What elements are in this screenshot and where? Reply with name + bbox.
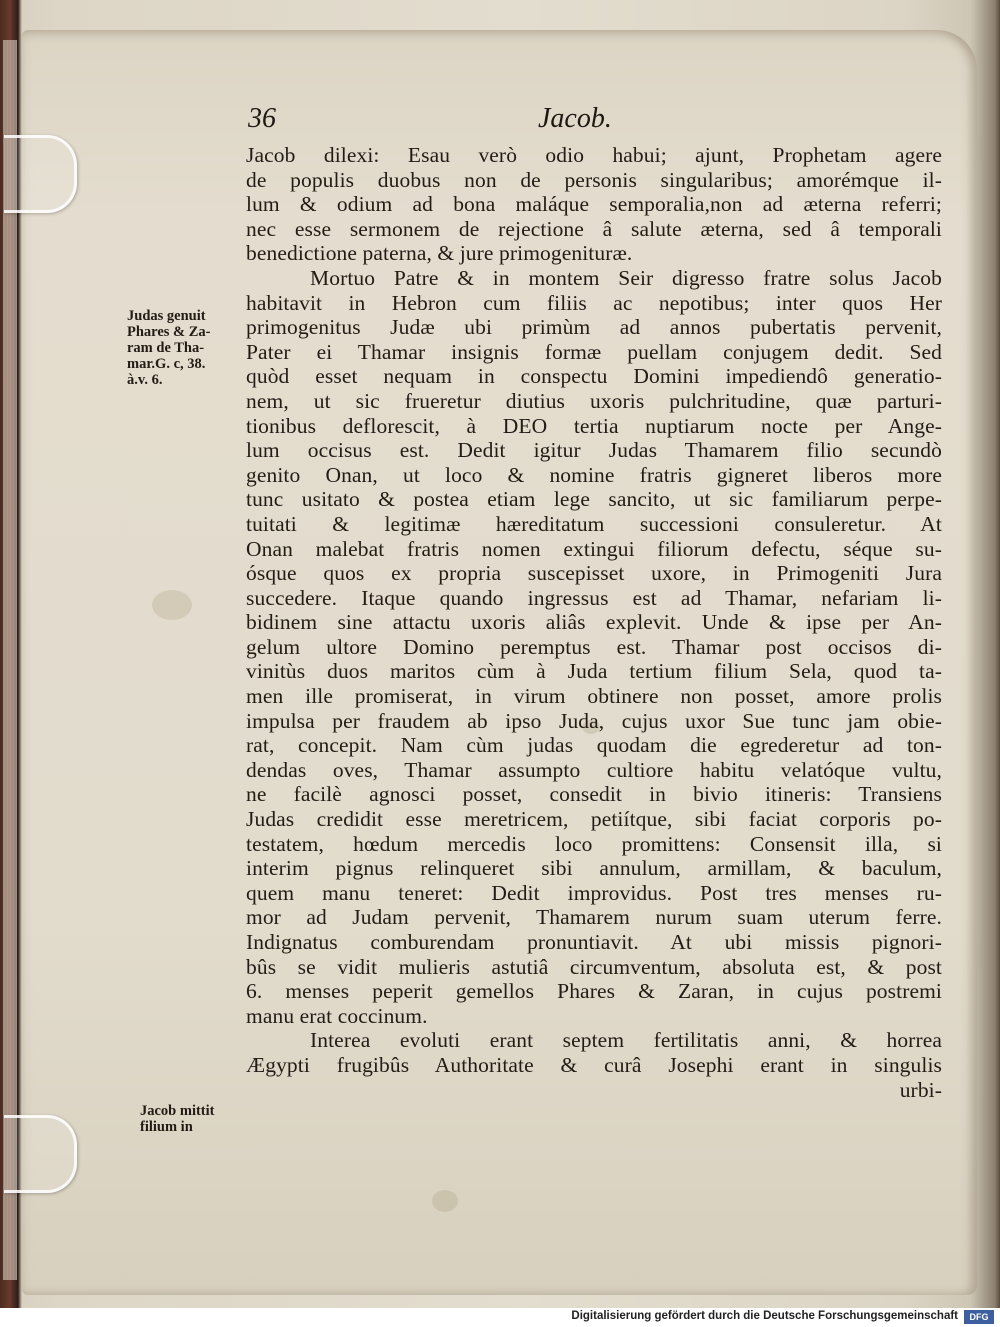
- text-line: men ille promiserat, in virum obtinere non posset, amore prolis: [246, 684, 942, 709]
- text-line: mor ad Judam pervenit, Thamarem nurum suam uterum ferre.: [246, 905, 942, 930]
- running-head: [248, 103, 948, 143]
- text-line: gelum ultore Domino peremptus est. Thamar post occisos di-: [246, 634, 942, 659]
- page-title: Jacob.: [538, 103, 612, 134]
- dfg-logo: DFG: [964, 1310, 994, 1324]
- text-line: lum occisus est. Dedit igitur Judas Thamarem filio secundò: [246, 438, 942, 463]
- text-line: primogenitus Judæ ubi primùm ad annos pubertatis pervenit,: [246, 315, 942, 340]
- paper-stain: [432, 1190, 458, 1212]
- text-line: nec esse sermonem de rejectione â salute æterna, sed â temporali: [246, 216, 942, 241]
- text-line: benedictione paterna, & jure primogenituræ.: [246, 241, 633, 266]
- footer-bar: [0, 1308, 1000, 1327]
- text-line: quòd esset nequam in conspectu Domini impediendô generatio-: [246, 364, 942, 389]
- text-line: dendas oves, Thamar assumpto cultiore habitu velatóque vultu,: [246, 757, 942, 782]
- text-line: Indignatus comburendam pronuntiavit. At ubi missis pignori-: [246, 930, 942, 954]
- text-line: Pater ei Thamar insignis formæ puellam conjugem dedit. Sed: [246, 339, 942, 364]
- text-line: Interea evoluti erant septem fertilitatis anni, & horrea: [310, 1028, 942, 1053]
- text-line: bûs se vidit mulieris astutiâ circumventum, absoluta est, & post: [246, 954, 942, 979]
- text-line: Ægypti frugibûs Authoritate & curâ Josephi erant in singulis: [246, 1052, 942, 1077]
- page-number: 36: [248, 103, 276, 134]
- text-line: nem, ut sic frueretur diutius uxoris pulchritudine, quæ parturi-: [246, 388, 942, 413]
- text-line: Judas credidit esse meretricem, petiítque, sibi faciat corporis po-: [246, 807, 942, 832]
- text-line: rat, concepit. Nam cùm judas quodam die egrederetur ad ton-: [246, 733, 942, 758]
- catchword: urbi-: [899, 1077, 942, 1102]
- text-line: Onan malebat fratris nomen extingui filiorum defectu, séque su-: [246, 536, 942, 561]
- paper-clip-bottom: [4, 1115, 77, 1193]
- text-line: tunc usitato & postea etiam lege sancito, ut sic familiarum perpe-: [246, 487, 942, 512]
- text-line: tionibus deflorescit, à DEO tertia nuptiarum nocte per Ange-: [246, 413, 942, 438]
- text-line: interim pignus relinqueret sibi annulum, armillam, & baculum,: [246, 856, 942, 881]
- paper-clip-top: [4, 135, 77, 213]
- text-line: ne facilè agnosci posset, consedit in bivio itineris: Transiens: [246, 782, 942, 807]
- text-line: 6. menses peperit gemellos Phares & Zaran, in cujus postremi: [246, 979, 942, 1004]
- text-line: Mortuo Patre & in montem Seir digresso fratre solus Jacob: [310, 265, 942, 290]
- text-line: genito Onan, ut loco & nomine fratris gigneret liberos more: [246, 462, 942, 487]
- text-line: tuitati & legitimæ hæreditatum successioni consuleretur. At: [246, 511, 942, 536]
- text-line: lum & odium ad bona maláque semporalia,non ad æterna referri;: [246, 192, 942, 217]
- page-edges: [3, 40, 17, 1280]
- text-line: Jacob dilexi: Esau verò odio habui; ajunt, Prophetam agere: [246, 143, 942, 167]
- text-line: quem manu teneret: Dedit improvidus. Post tres menses ru-: [246, 880, 942, 905]
- text-line: habitavit in Hebron cum filiis ac nepotibus; inter quos Her: [246, 290, 942, 315]
- paper-stain: [152, 590, 192, 620]
- text-line: vinitùs duos maritos cùm à Juda tertium filium Sela, quod ta-: [246, 659, 942, 684]
- text-line: ósque quos ex propria suscepisset uxore, in Primogeniti Jura: [246, 561, 942, 586]
- funding-credit: Digitalisierung gefördert durch die Deutsche Forschungsgemeinschaft: [571, 1310, 958, 1322]
- body-text: [246, 143, 942, 1102]
- marginal-note: Jacob mittit filium in: [140, 1103, 215, 1135]
- text-line: succedere. Itaque quando ingressus est ad Thamar, nefariam li-: [246, 585, 942, 610]
- text-line: bidinem sine attactu uxoris aliâs explevit. Unde & ipse per An-: [246, 610, 942, 635]
- text-line: manu erat coccinum.: [246, 1003, 428, 1028]
- marginal-note: Judas genuit Phares & Za- ram de Tha- mar.G. c, 38. à.v. 6.: [127, 308, 211, 388]
- text-line: impulsa per fraudem ab ipso Juda, cujus uxor Sue tunc jam obie-: [246, 708, 942, 733]
- text-line: de populis duobus non de personis singularibus; amorémque il-: [246, 167, 942, 192]
- text-line: testatem, hœdum mercedis loco promittens: Consensit illa, si: [246, 831, 942, 856]
